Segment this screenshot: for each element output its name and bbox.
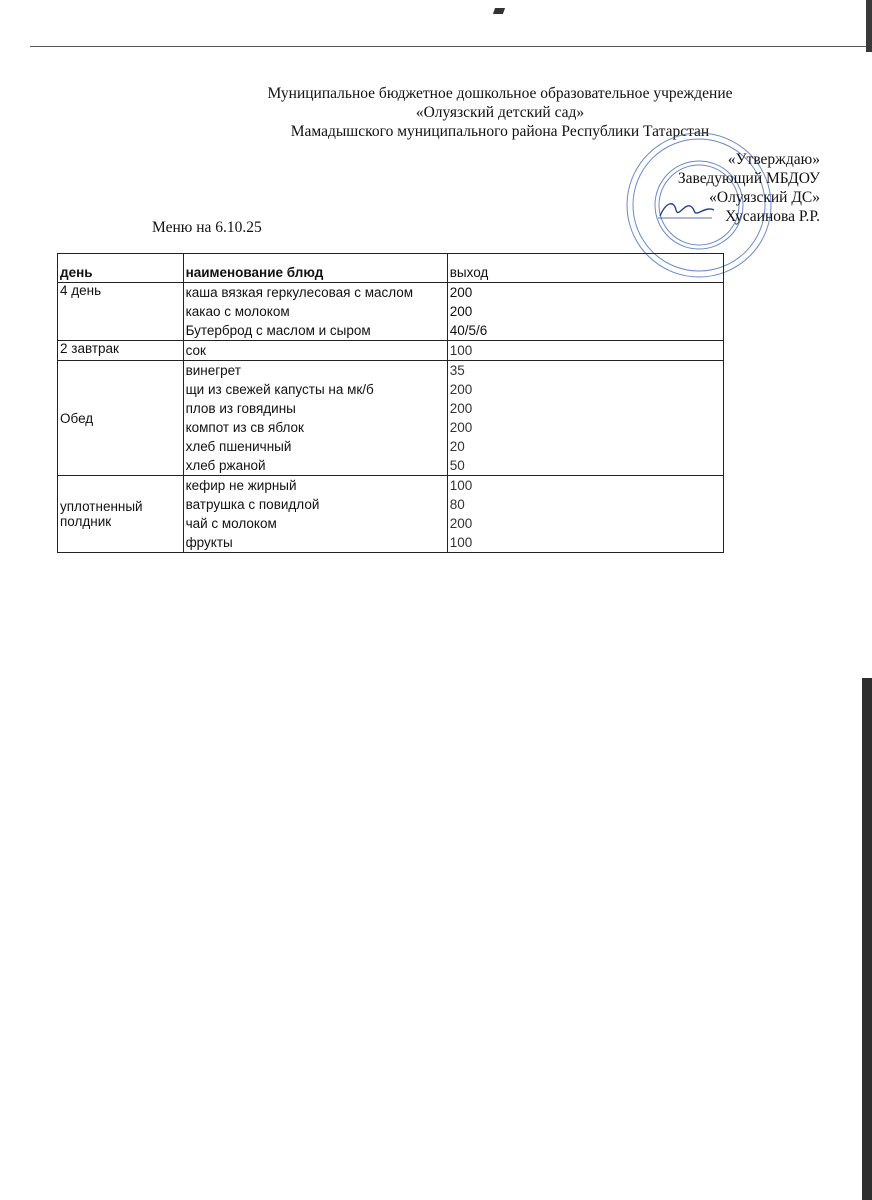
output-item: 40/5/6: [449, 323, 488, 338]
output-item: 100: [449, 343, 473, 358]
dish-item: компот из св яблок: [185, 420, 304, 435]
table-row: [58, 341, 724, 361]
approval-line-1: «Утверждаю»: [727, 151, 820, 168]
row-dishes: [183, 283, 447, 341]
header-dish: наименование блюд: [183, 254, 447, 283]
row-outputs: [447, 341, 723, 361]
header-output: выход: [447, 254, 723, 283]
output-item: 80: [449, 497, 465, 512]
header-line-3: Мамадышского муниципального района Республики Татарстан: [290, 123, 710, 140]
row-outputs: [447, 283, 723, 341]
output-item: 100: [449, 535, 473, 550]
header-day: день: [58, 254, 184, 283]
dish-item: каша вязкая геркулесовая с маслом: [185, 285, 414, 300]
output-item: 100: [449, 478, 473, 493]
output-item: 200: [449, 285, 473, 300]
table-row: [58, 476, 724, 553]
output-item: 200: [449, 382, 473, 397]
row-dishes: [183, 341, 447, 361]
row-day: Обед: [58, 361, 184, 476]
header-line-1: Муниципальное бюджетное дошкольное образовательное учреждение: [267, 85, 733, 102]
row-day: 4 день: [58, 283, 184, 341]
table-header-row: [58, 254, 724, 283]
dish-item: какао с молоком: [185, 304, 290, 319]
approval-line-2: Заведующий МБДОУ: [677, 170, 820, 187]
approval-line-3: «Олуязский ДС»: [709, 189, 820, 206]
dish-item: хлеб пшеничный: [185, 439, 292, 454]
scan-mark: [493, 8, 505, 14]
dish-item: фрукты: [185, 535, 233, 550]
menu-title: Меню на 6.10.25: [152, 219, 262, 236]
row-outputs: [447, 476, 723, 553]
dish-item: щи из свежей капусты на мк/б: [185, 382, 374, 397]
header-line-2: «Олуязский детский сад»: [415, 104, 585, 121]
scan-edge-bottom: [862, 678, 872, 1200]
output-item: 50: [449, 458, 465, 473]
table-row: [58, 361, 724, 476]
scan-edge-top: [866, 0, 872, 52]
dish-item: сок: [185, 343, 206, 358]
dish-item: винегрет: [185, 363, 241, 378]
output-item: 20: [449, 439, 465, 454]
dish-item: Бутерброд с маслом и сыром: [185, 323, 371, 338]
row-dishes: [183, 361, 447, 476]
approval-line-4: Хусаинова Р.Р.: [725, 208, 820, 225]
dish-item: хлеб ржаной: [185, 458, 266, 473]
row-outputs: [447, 361, 723, 476]
row-day: 2 завтрак: [58, 341, 184, 361]
dish-item: плов из говядины: [185, 401, 296, 416]
menu-table: [57, 253, 724, 553]
output-item: 200: [449, 304, 473, 319]
dish-item: кефир не жирный: [185, 478, 297, 493]
approval-block: [600, 150, 820, 226]
output-item: 200: [449, 401, 473, 416]
row-dishes: [183, 476, 447, 553]
scan-edge-line: [30, 46, 872, 47]
output-item: 35: [449, 363, 465, 378]
dish-item: ватрушка с повидлой: [185, 497, 320, 512]
dish-item: чай с молоком: [185, 516, 277, 531]
output-item: 200: [449, 420, 473, 435]
row-day: уплотненный полдник: [58, 476, 184, 553]
output-item: 200: [449, 516, 473, 531]
table-row: [58, 283, 724, 341]
